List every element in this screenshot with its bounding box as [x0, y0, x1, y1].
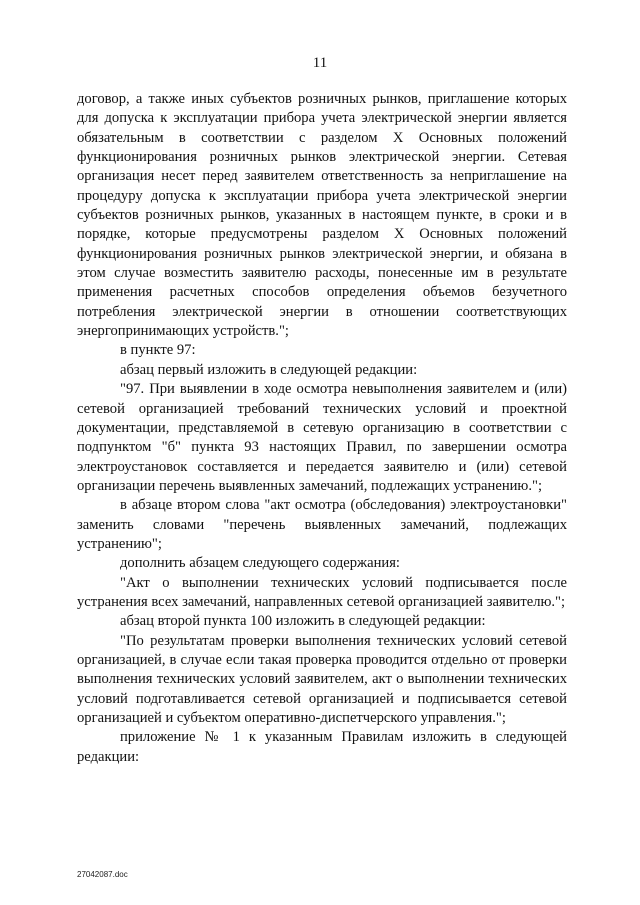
paragraph-quoted-100: "По результатам проверки выполнения технических условий сетевой организацией, в случае если такая проверка проводится отдельно от проверки выполнения технических условий заявителем, акт о выполнении технических условий подготавливается сетевой организацией и подписывается сетевой организацией и субъектом оперативно-диспетчерского управления."; [77, 632, 567, 726]
paragraph-appendix: приложение № 1 к указанным Правилам изложить в следующей редакции: [77, 729, 567, 765]
footer-filename: 27042087.doc [77, 870, 128, 879]
paragraph-quoted-97: "97. При выявлении в ходе осмотра невыполнения заявителем и (или) сетевой организацией требований технических условий и проектной документации, представляемой в сетевую организацию в соответствии с подпунктом "б" пункта 93 настоящих Правил, по завершении осмотра электроустановок составляется и передается заявителю и (или) сетевой организации перечень выявленных замечаний, подлежащих устранению."; [77, 381, 567, 494]
page-number: 11 [312, 55, 328, 71]
paragraph-replace-words: в абзаце втором слова "акт осмотра (обследования) электроустановки" заменить словами "перечень выявленных замечаний, подлежащих устранению"; [77, 497, 567, 552]
paragraph-item-97: в пункте 97: [120, 342, 196, 359]
document-body [77, 90, 567, 767]
paragraph-continuation: договор, а также иных субъектов розничных рынков, приглашение которых для допуска к эксплуатации прибора учета электрической энергии является обязательным в соответствии с разделом X Основных положений функционирования розничных рынков электрической энергии. Сетевая организация несет перед заявителем ответственность за неприглашение на процедуру допуска к эксплуатации прибора учета электрической энергии субъектов розничных рынков, указанных в настоящем пункте, в сроки и в порядке, которые предусмотрены разделом X Основных положений функционирования розничных рынков электрической энергии, и обязана в этом случае возместить заявителю расходы, понесенные им в результате применения расчетных способов определения объемов безучетного потребления электрической энергии в отношении соответствующих энергопринимающих устройств."; [77, 91, 567, 340]
paragraph-add-abzac: дополнить абзацем следующего содержания: [120, 555, 400, 572]
paragraph-instruction: абзац первый изложить в следующей редакции: [120, 361, 418, 378]
paragraph-quoted-akt: "Акт о выполнении технических условий подписывается после устранения всех замечаний, направленных сетевой организацией заявителю."; [77, 574, 567, 610]
paragraph-item-100: абзац второй пункта 100 изложить в следующей редакции: [120, 613, 486, 630]
